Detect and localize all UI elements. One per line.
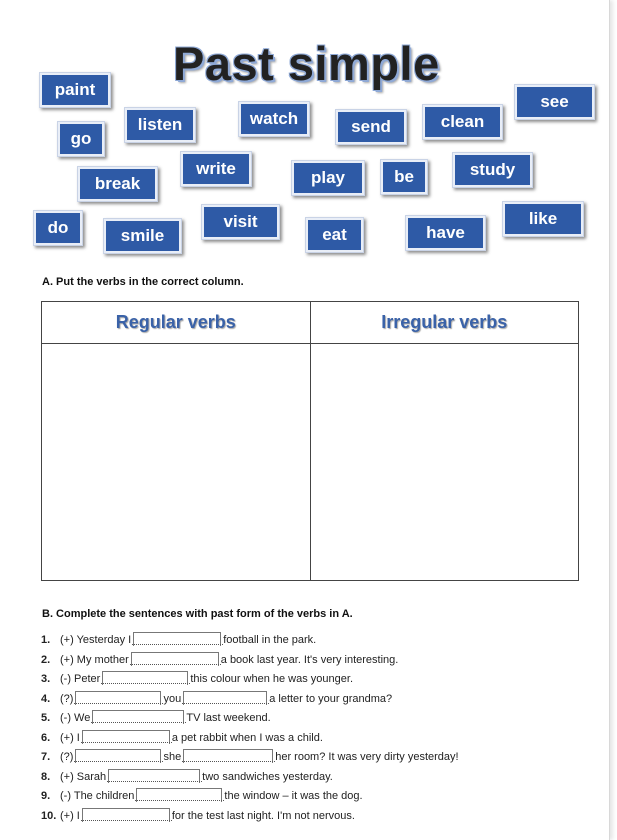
sentence-text: she [163, 751, 182, 763]
verb-card: clean [422, 104, 503, 140]
sentence-text: (+) I [60, 732, 80, 744]
answer-blank[interactable] [108, 769, 200, 783]
sentence-number: 9. [41, 790, 51, 802]
verb-card: have [405, 215, 486, 251]
sentence-text: TV last weekend. [186, 712, 271, 724]
answer-blank[interactable] [136, 788, 222, 802]
sentence-number: 3. [41, 673, 51, 685]
verb-card: study [452, 152, 533, 188]
sentence-text: (?) [60, 751, 74, 763]
verb-card: like [502, 201, 584, 237]
sentence-number: 1. [41, 634, 51, 646]
sentence-row [41, 669, 353, 685]
answer-blank[interactable] [133, 632, 221, 646]
sentence-row [41, 806, 355, 822]
sentence-row [41, 767, 333, 783]
sentence-text: the window – it was the dog. [224, 790, 363, 802]
verb-columns-table [41, 301, 579, 581]
sentence-text: you [163, 693, 182, 705]
sentence-text: football in the park. [223, 634, 317, 646]
sentence-text: (+) My mother [60, 654, 129, 666]
sentence-number: 7. [41, 751, 51, 763]
verb-card: visit [201, 204, 280, 240]
sentence-row [41, 650, 398, 666]
sentence-number: 6. [41, 732, 51, 744]
answer-blank[interactable] [82, 730, 170, 744]
irregular-verbs-cell[interactable] [310, 344, 579, 581]
sentence-number: 2. [41, 654, 51, 666]
sentence-number: 5. [41, 712, 51, 724]
answer-blank[interactable] [75, 691, 161, 705]
answer-blank[interactable] [131, 652, 219, 666]
sentence-row [41, 747, 459, 763]
answer-blank[interactable] [82, 808, 170, 822]
verb-card: smile [103, 218, 182, 254]
answer-blank[interactable] [92, 710, 184, 724]
answer-blank[interactable] [75, 749, 161, 763]
verb-card: do [33, 210, 83, 246]
answer-blank[interactable] [183, 749, 273, 763]
verb-card: break [77, 166, 158, 202]
verb-card: play [291, 160, 365, 196]
sentence-row [41, 728, 323, 744]
sentence-text: for the test last night. I'm not nervous. [171, 810, 355, 822]
sentence-text: two sandwiches yesterday. [202, 771, 333, 783]
verb-card: see [514, 84, 595, 120]
sentence-text: a book last year. It's very interesting. [220, 654, 399, 666]
sentence-row [41, 786, 363, 802]
answer-blank[interactable] [183, 691, 267, 705]
sentence-text: (+) I [60, 810, 80, 822]
verb-card: listen [124, 107, 196, 143]
sentence-text: this colour when he was younger. [190, 673, 353, 685]
sentence-number: 10. [41, 810, 57, 822]
sentence-text: a pet rabbit when I was a child. [171, 732, 323, 744]
sentence-row [41, 708, 271, 724]
regular-verbs-header: Regular verbs [42, 302, 311, 344]
sentence-row [41, 630, 316, 646]
irregular-verbs-header: Irregular verbs [310, 302, 579, 344]
sentence-text: (-) The children [60, 790, 135, 802]
worksheet-title: Past simple [173, 37, 440, 90]
verb-card: write [180, 151, 252, 187]
sentence-row [41, 689, 392, 705]
sentence-text: her room? It was very dirty yesterday! [275, 751, 459, 763]
sentence-text: (-) We [60, 712, 91, 724]
sentence-text: (+) Sarah [60, 771, 107, 783]
sentence-text: (+) Yesterday I [60, 634, 132, 646]
section-a-instruction: A. Put the verbs in the correct column. [42, 276, 244, 288]
verb-card: eat [305, 217, 364, 253]
section-b-instruction: B. Complete the sentences with past form of the verbs in A. [42, 608, 353, 620]
verb-card: paint [39, 72, 111, 108]
verb-card: be [380, 159, 428, 195]
verb-card: send [335, 109, 407, 145]
sentence-number: 4. [41, 693, 51, 705]
sentence-text: a letter to your grandma? [269, 693, 393, 705]
regular-verbs-cell[interactable] [42, 344, 311, 581]
sentence-text: (-) Peter [60, 673, 101, 685]
verb-card: watch [238, 101, 310, 137]
verb-card: go [57, 121, 105, 157]
sentence-number: 8. [41, 771, 51, 783]
sentence-text: (?) [60, 693, 74, 705]
answer-blank[interactable] [102, 671, 188, 685]
